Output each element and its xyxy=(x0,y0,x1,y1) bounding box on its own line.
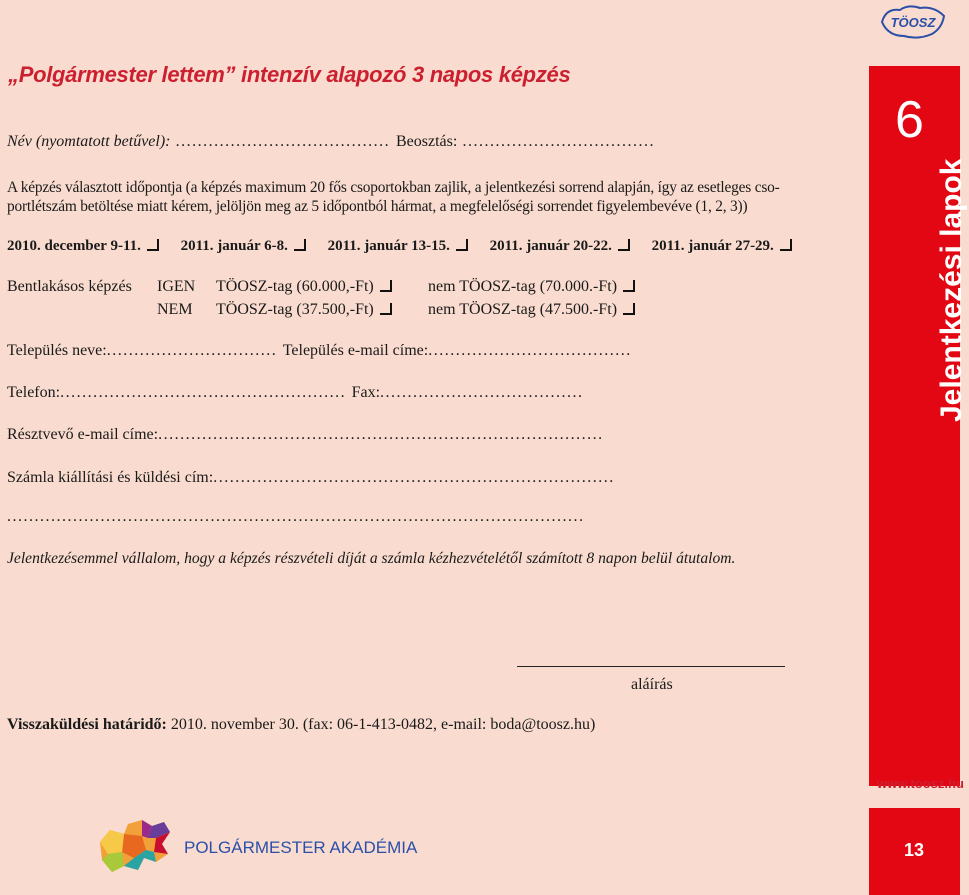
date-5-checkbox[interactable] xyxy=(780,239,792,251)
side-title: Jelentkezési lapok xyxy=(935,158,968,422)
settlement-email-label: Település e-mail címe: xyxy=(282,342,429,359)
invoice-row xyxy=(7,469,615,487)
fax-field[interactable]: ..................................... xyxy=(380,384,584,401)
phone-row xyxy=(7,384,584,402)
date-4: 2011. január 20-22. xyxy=(489,238,612,254)
date-1-checkbox[interactable] xyxy=(147,239,159,251)
option-nem-nonmember-checkbox[interactable] xyxy=(623,303,635,315)
toosz-logo xyxy=(878,2,948,42)
date-2: 2011. január 6-8. xyxy=(180,238,288,254)
option-igen-nonmember: nem TÖOSZ-tag (70.000.-Ft) xyxy=(428,278,618,295)
name-row xyxy=(7,133,655,151)
option-igen-member: TÖOSZ-tag (60.000,-Ft) xyxy=(216,278,374,295)
page-title: „Polgármester lettem” intenzív alapozó 3 napos képzés xyxy=(8,62,571,87)
settlement-label: Település neve: xyxy=(7,342,107,359)
settlement-row xyxy=(7,342,632,360)
signature-line xyxy=(517,666,785,667)
deadline-row xyxy=(7,716,595,734)
commitment-text: Jelentkezésemmel vállalom, hogy a képzés részvételi díját a számla kézhezvételétől számított 8 napon belül átutalom. xyxy=(7,550,736,567)
participant-email-label: Résztvevő e-mail címe: xyxy=(7,426,159,443)
position-label: Beosztás: xyxy=(396,133,458,150)
invoice-field-line-2[interactable]: ......................................................................................................... xyxy=(7,508,585,525)
date-4-checkbox[interactable] xyxy=(618,239,630,251)
deadline-label: Visszaküldési határidő: xyxy=(7,716,167,733)
logo-text: TÖOSZ xyxy=(890,15,936,30)
date-options xyxy=(7,238,792,255)
option-nem-nonmember: nem TÖOSZ-tag (47.500.-Ft) xyxy=(428,301,618,318)
invoice-field[interactable]: ......................................................................... xyxy=(213,469,615,486)
intro-line-2: portlétszám betöltése miatt kérem, jelöljön meg az 5 időpontból hármat, a megfelelőségi sorrendet figyelembevéve (1, 2, 3)) xyxy=(7,198,748,215)
option-igen-nonmember-checkbox[interactable] xyxy=(623,280,635,292)
invoice-label: Számla kiállítási és küldési cím: xyxy=(7,469,214,486)
name-label: Név (nyomtatott betűvel): xyxy=(7,133,171,150)
participant-email-field[interactable]: ................................................................................. xyxy=(158,426,604,443)
date-5: 2011. január 27-29. xyxy=(651,238,774,254)
participant-email-row xyxy=(7,426,604,444)
date-3-checkbox[interactable] xyxy=(456,239,468,251)
hungary-map-logo xyxy=(94,814,174,884)
signature-label: aláírás xyxy=(631,676,673,693)
phone-label: Telefon: xyxy=(7,384,61,401)
side-number: 6 xyxy=(895,91,924,149)
deadline-text: 2010. november 30. (fax: 06-1-413-0482, e-mail: boda@toosz.hu) xyxy=(166,716,596,733)
position-field[interactable]: ................................... xyxy=(457,133,656,150)
date-1: 2010. december 9-11. xyxy=(7,238,141,254)
option-nem-member: TÖOSZ-tag (37.500,-Ft) xyxy=(216,301,374,318)
phone-field[interactable]: .................................................... xyxy=(60,384,352,401)
option-nem-member-checkbox[interactable] xyxy=(380,303,392,315)
website-link[interactable]: www.toosz.hu xyxy=(877,776,964,791)
option-igen-member-checkbox[interactable] xyxy=(380,280,392,292)
settlement-email-field[interactable]: ..................................... xyxy=(428,342,632,359)
intro-line-1: A képzés választott időpontja (a képzés maximum 20 fős csoportokban zajlik, a jelentkezési sorrend alapján, így az esetleges cso- xyxy=(7,179,780,196)
date-2-checkbox[interactable] xyxy=(294,239,306,251)
page-number: 13 xyxy=(904,840,925,860)
residential-label: Bentlakásos képzés xyxy=(7,278,132,295)
name-field[interactable]: ....................................... xyxy=(170,133,396,150)
fax-label: Fax: xyxy=(351,384,381,401)
settlement-field[interactable]: ............................... xyxy=(106,342,283,359)
igen-label: IGEN xyxy=(157,278,196,295)
nem-label: NEM xyxy=(157,301,193,318)
footer-brand: POLGÁRMESTER AKADÉMIA xyxy=(184,838,418,857)
date-3: 2011. január 13-15. xyxy=(327,238,450,254)
